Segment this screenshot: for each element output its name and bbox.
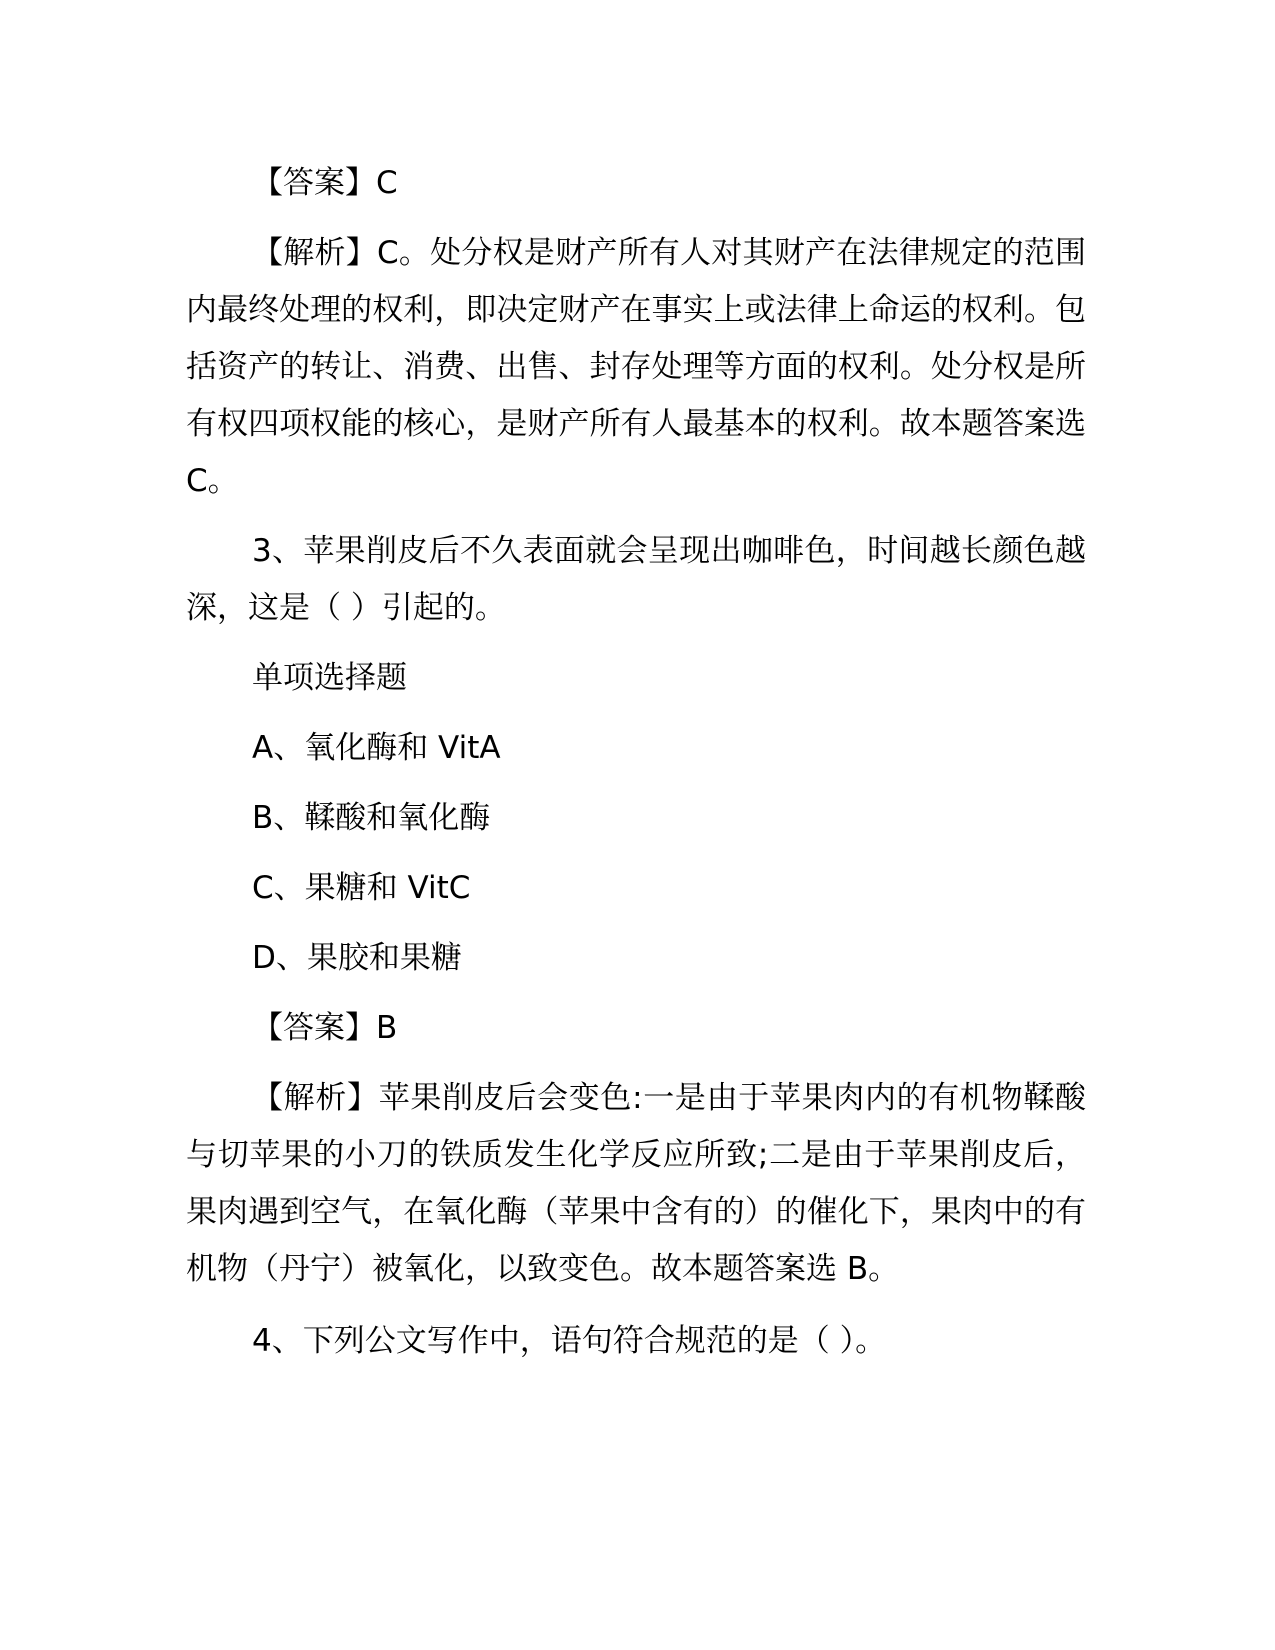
question-4: 4、下列公文写作中，语句符合规范的是（ ）。 (252, 1323, 887, 1359)
answer-q3: 【答案】B (252, 1010, 398, 1046)
question-3: 3、苹果削皮后不久表面就会呈现出咖啡色，时间越长颜色越深，这是（ ）引起的。 (186, 533, 1086, 626)
option-a-q3: A、氧化酶和 VitA (252, 730, 501, 766)
explanation-q3: 【解析】苹果削皮后会变色:一是由于苹果肉内的有机物鞣酸与切苹果的小刀的铁质发生化学反应所致;二是由于苹果削皮后，果肉遇到空气，在氧化酶（苹果中含有的）的催化下，果肉中的有机物（丹宁）被氧化，以致变色。故本题答案选 B。 (186, 1080, 1086, 1287)
option-c-q3: C、果糖和 VitC (252, 870, 471, 906)
option-d-q3: D、果胶和果糖 (252, 940, 462, 976)
document-body (186, 155, 1086, 1370)
explanation-q2: 【解析】C。处分权是财产所有人对其财产在法律规定的范围内最终处理的权利，即决定财产在事实上或法律上命运的权利。包括资产的转让、消费、出售、封存处理等方面的权利。处分权是所有权四项权能的核心，是财产所有人最基本的权利。故本题答案选 C。 (186, 235, 1086, 499)
answer-q2: 【答案】C (252, 165, 398, 201)
question-type-q3: 单项选择题 (252, 660, 407, 696)
option-b-q3: B、鞣酸和氧化酶 (252, 800, 491, 836)
